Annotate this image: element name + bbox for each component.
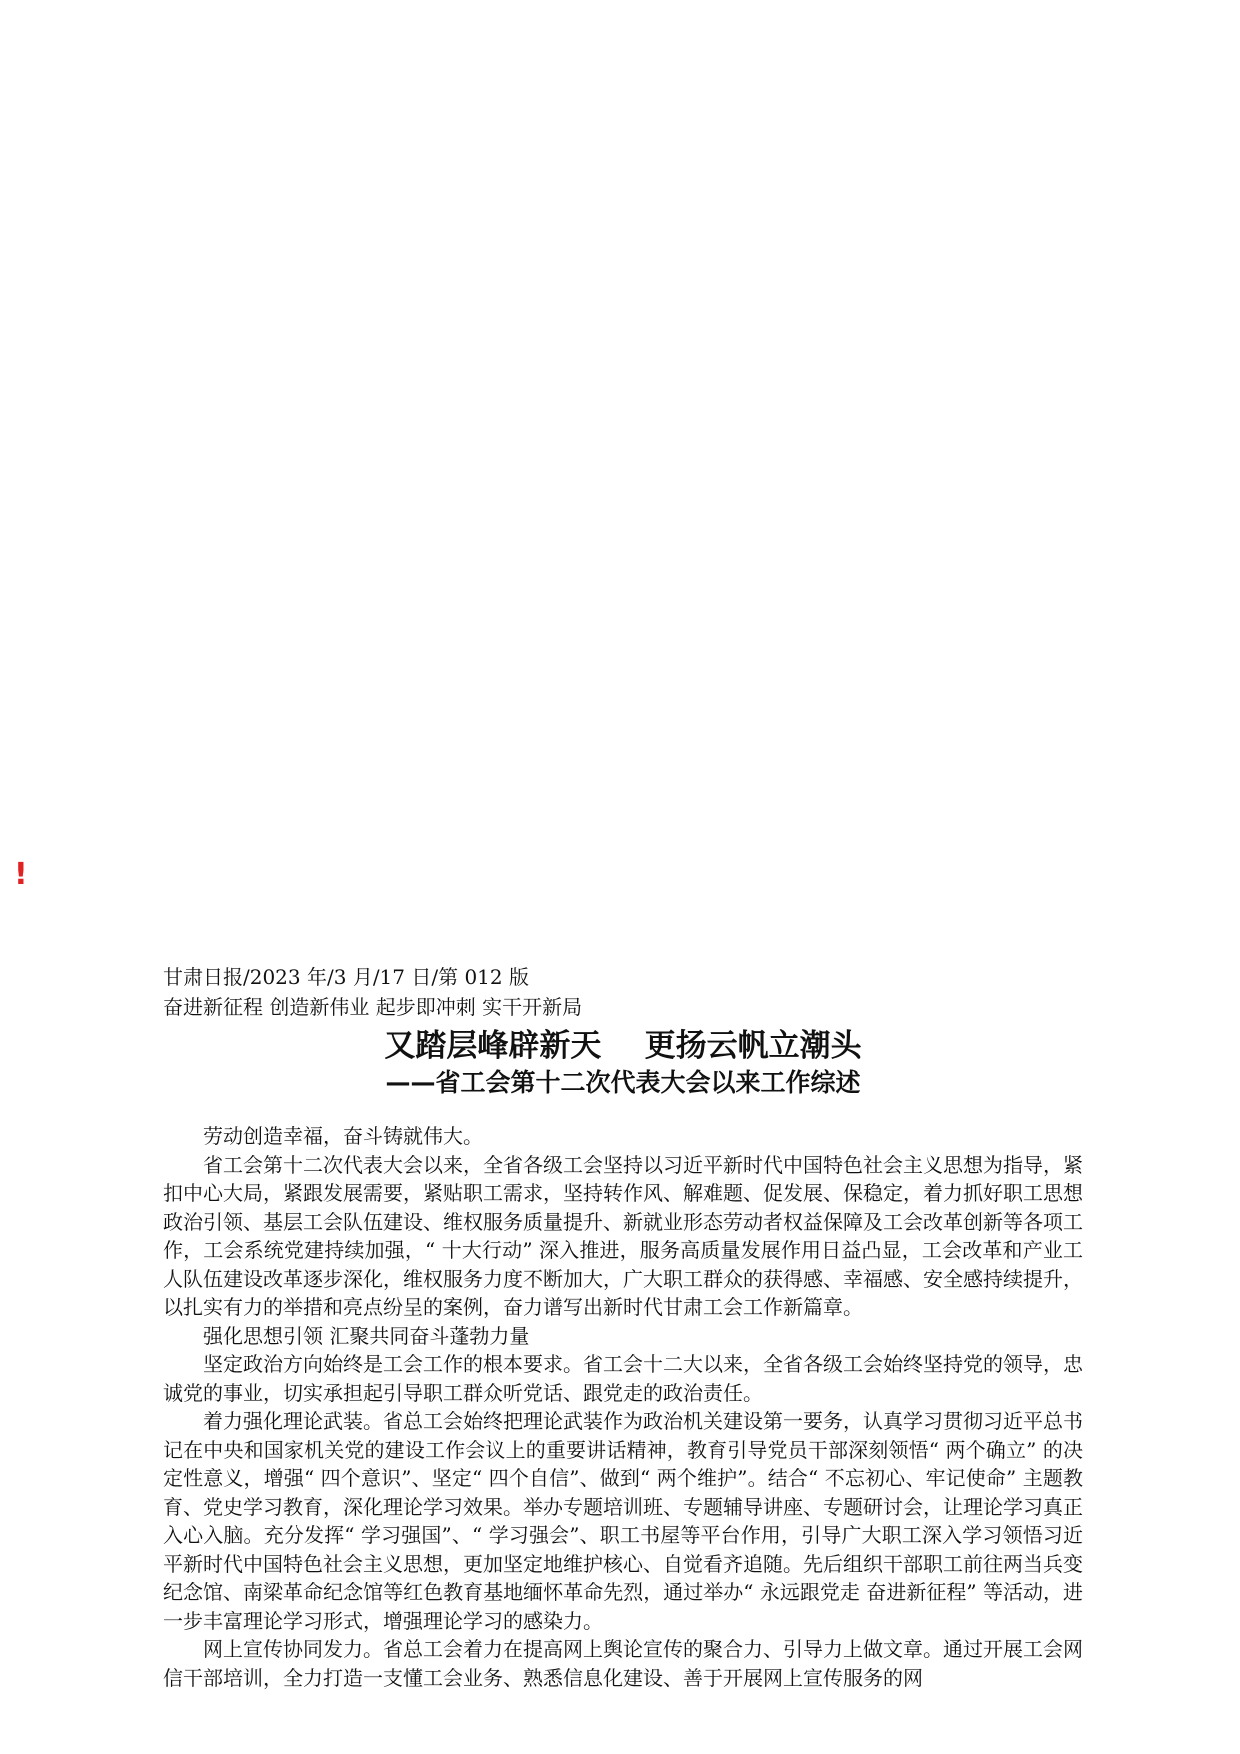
- paragraph-political-direction: 坚定政治方向始终是工会工作的根本要求。省工会十二大以来，全省各级工会始终坚持党的领导，忠诚党的事业，切实承担起引导职工群众听党话、跟党走的政治责任。: [163, 1352, 1083, 1405]
- paragraph-overview: 省工会第十二次代表大会以来，全省各级工会坚持以习近平新时代中国特色社会主义思想为指导，紧扣中心大局，紧跟发展需要，紧贴职工需求，坚持转作风、解难题、促发展、保稳定，着力抓好职工思想政治引领、基层工会队伍建设、维权服务质量提升、新就业形态劳动者权益保障及工会改革创新等各项工作，工会系统党建持续加强，“ 十大行动” 深入推进，服务高质量发展作用日益凸显，工会改革和产业工人队伍建设改革逐步深化，维权服务力度不断加大，广大职工群众的获得感、幸福感、安全感持续提升，以扎实有力的举措和亮点纷呈的案例，奋力谱写出新时代甘肃工会工作新篇章。: [163, 1152, 1083, 1319]
- source-line: 甘肃日报/2023 年/3 月/17 日/第 012 版: [163, 965, 529, 989]
- paragraph-theory: 着力强化理论武装。省总工会始终把理论武装作为政治机关建设第一要务，认真学习贯彻习近平总书记在中央和国家机关党的建设工作会议上的重要讲话精神，教育引导党员干部深刻领悟“ 两个确立” 的决定性意义，增强“ 四个意识”、坚定“ 四个自信”、做到“ 两个维护”。结合“ 不忘初心、牢记使命” 主题教育、党史学习教育，深化理论学习效果。举办专题培训班、专题辅导讲座、专题研讨会，让理论学习真正入心入脑。充分发挥“ 学习强国”、“ 学习强会”、职工书屋等平台作用，引导广大职工深入学习领悟习近平新时代中国特色社会主义思想，更加坚定地维护核心、自觉看齐追随。先后组织干部职工前往两当兵变纪念馆、南梁革命纪念馆等红色教育基地缅怀革命先烈，通过举办“ 永远跟党走 奋进新征程” 等活动，进一步丰富理论学习形式，增强理论学习的感染力。: [163, 1409, 1083, 1633]
- article-subtitle: ——省工会第十二次代表大会以来工作综述: [385, 1068, 861, 1097]
- column-line: 奋进新征程 创造新伟业 起步即冲刺 实干开新局: [163, 995, 583, 1019]
- article: [163, 962, 1083, 1692]
- red-exclamation-mark: !: [14, 857, 28, 892]
- paragraph-online-publicity: 网上宣传协同发力。省总工会着力在提高网上舆论宣传的聚合力、引导力上做文章。通过开展工会网信干部培训，全力打造一支懂工会业务、熟悉信息化建设、善于开展网上宣传服务的网: [163, 1637, 1083, 1690]
- article-title: 又踏层峰辟新天 更扬云帆立潮头: [384, 1028, 862, 1064]
- paragraph-lead: 劳动创造幸福，奋斗铸就伟大。: [203, 1124, 483, 1148]
- section-heading: 强化思想引领 汇聚共同奋斗蓬勃力量: [203, 1323, 530, 1348]
